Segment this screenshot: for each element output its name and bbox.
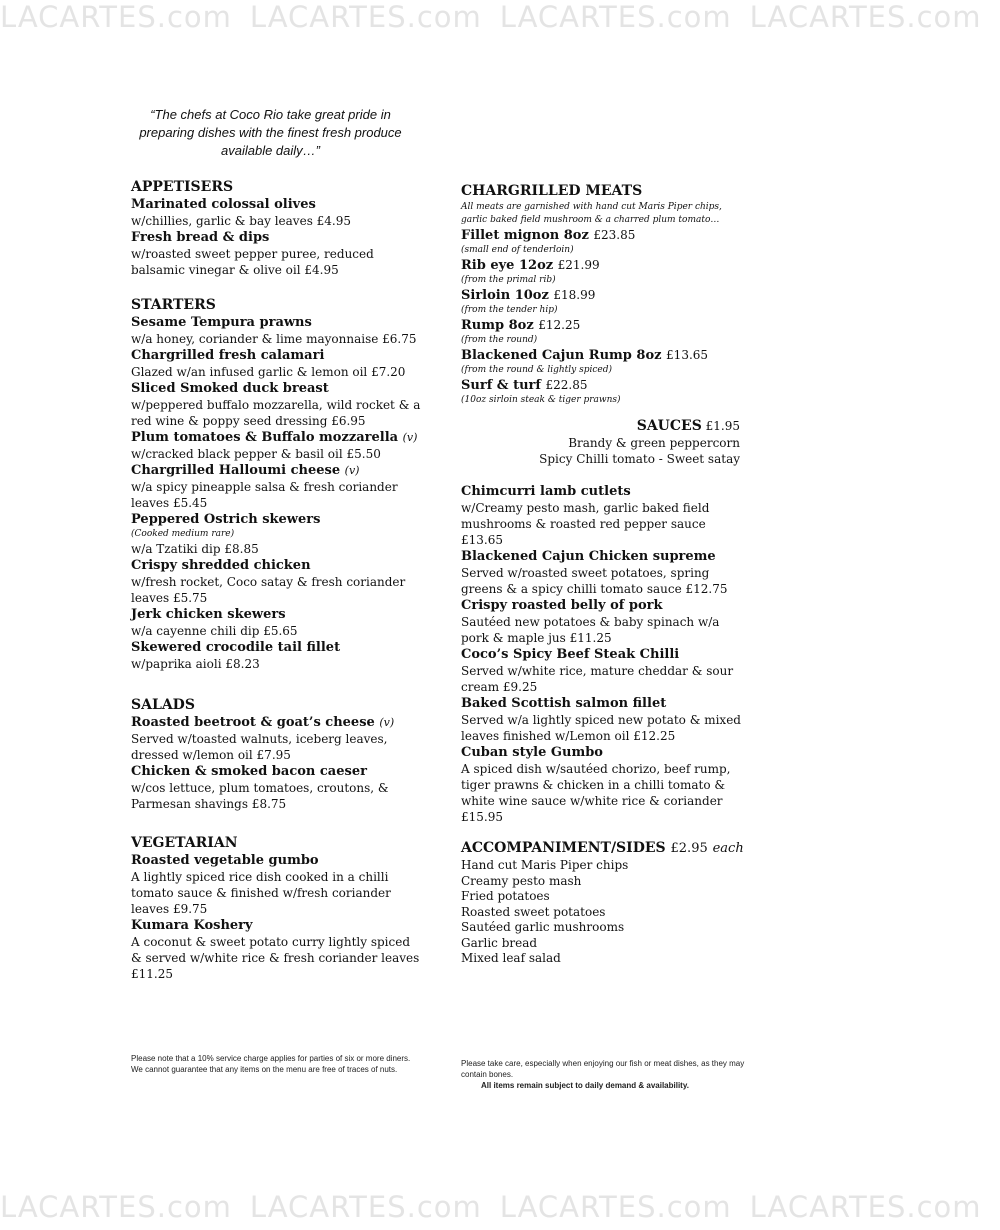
item-name: Sliced Smoked duck breast xyxy=(131,381,329,396)
item-name: Blackened Cajun Rump 8oz xyxy=(461,348,662,363)
item-desc: A coconut & sweet potato curry lightly spiced & served w/white rice & fresh coriander leaves £11.25 xyxy=(131,935,420,981)
side-item: Creamy pesto mash xyxy=(461,873,582,888)
item-name: Chimcurri lamb cutlets xyxy=(461,484,631,499)
item-desc: A spiced dish w/sautéed chorizo, beef rump, tiger prawns & chicken in a chilli tomato & white wine sauce w/white rice & coriander £15.95 xyxy=(461,762,731,824)
side-item: Roasted sweet potatoes xyxy=(461,904,606,919)
category-mains xyxy=(461,483,746,825)
item-name: Chargrilled fresh calamari xyxy=(131,348,325,363)
item-note: (from the tender hip) xyxy=(461,305,558,315)
footer-service-note: Please note that a 10% service charge applies for parties of six or more diners. We cannot guarantee that any items on the menu are free of traces of nuts. xyxy=(131,1054,411,1074)
item-price: £21.99 xyxy=(557,258,600,272)
menu-item xyxy=(131,852,421,917)
menu-item xyxy=(461,377,746,407)
footer-bones-note: Please take care, especially when enjoying our fish or meat dishes, as they may contain bones. xyxy=(461,1059,745,1079)
category-vegetarian xyxy=(131,834,421,982)
item-name: Roasted vegetable gumbo xyxy=(131,853,319,868)
item-desc: w/fresh rocket, Coco satay & fresh coriander leaves £5.75 xyxy=(131,575,406,605)
item-name: Crispy shredded chicken xyxy=(131,558,311,573)
side-item: Garlic bread xyxy=(461,935,538,950)
item-price: £13.65 xyxy=(666,348,709,362)
menu-item xyxy=(131,917,421,982)
category-title: CHARGRILLED MEATS xyxy=(461,183,643,199)
item-name-row xyxy=(131,429,421,446)
item-desc: Glazed w/an infused garlic & lemon oil £7.20 xyxy=(131,365,406,379)
vegetarian-mark: (v) xyxy=(344,464,360,477)
menu-item xyxy=(131,196,421,229)
menu-item xyxy=(131,511,421,557)
item-price: £18.99 xyxy=(553,288,596,302)
menu-item xyxy=(461,227,746,257)
item-name: Cuban style Gumbo xyxy=(461,745,603,760)
item-desc: w/cracked black pepper & basil oil £5.50 xyxy=(131,447,381,461)
item-desc: w/roasted sweet pepper puree, reduced balsamic vinegar & olive oil £4.95 xyxy=(131,247,374,277)
item-name: Surf & turf xyxy=(461,378,541,393)
sauce-line: Spicy Chilli tomato - Sweet satay xyxy=(539,452,740,466)
menu-item xyxy=(131,429,421,462)
menu-item xyxy=(131,462,421,511)
item-note: (from the round) xyxy=(461,335,538,345)
item-desc: w/a Tzatiki dip £8.85 xyxy=(131,542,259,556)
vegetarian-mark: (v) xyxy=(402,431,418,444)
sides-each: each xyxy=(712,841,744,856)
menu-item xyxy=(131,639,421,672)
right-column xyxy=(461,178,746,967)
item-name: Blackened Cajun Chicken supreme xyxy=(461,549,716,564)
item-desc: w/a spicy pineapple salsa & fresh coriander leaves £5.45 xyxy=(131,480,398,510)
menu-item xyxy=(461,483,746,548)
category-title: VEGETARIAN xyxy=(131,835,238,851)
vegetarian-mark: (v) xyxy=(379,716,395,729)
item-name-row xyxy=(131,714,421,731)
category-starters xyxy=(131,296,421,672)
item-name: Chargrilled Halloumi cheese xyxy=(131,463,341,478)
menu-item xyxy=(461,287,746,317)
item-price: £12.25 xyxy=(538,318,581,332)
category-title: SALADS xyxy=(131,697,195,713)
item-desc: w/cos lettuce, plum tomatoes, croutons, & Parmesan shavings £8.75 xyxy=(131,781,389,811)
category-title: APPETISERS xyxy=(131,179,234,195)
item-name: Peppered Ostrich skewers xyxy=(131,512,321,527)
item-desc: Served w/toasted walnuts, iceberg leaves, dressed w/lemon oil £7.95 xyxy=(131,732,388,762)
item-name-row xyxy=(461,257,746,274)
item-desc: w/a honey, coriander & lime mayonnaise £6.75 xyxy=(131,332,417,346)
intro-quote: “The chefs at Coco Rio take great pride in preparing dishes with the finest fresh produce available daily…” xyxy=(139,107,402,158)
item-name: Crispy roasted belly of pork xyxy=(461,598,663,613)
item-name: Plum tomatoes & Buffalo mozzarella xyxy=(131,430,399,445)
item-desc: w/a cayenne chili dip £5.65 xyxy=(131,624,298,638)
side-item: Sautéed garlic mushrooms xyxy=(461,920,625,934)
item-price: £23.85 xyxy=(593,228,636,242)
sauces-heading xyxy=(461,417,740,435)
item-name: Sirloin 10oz xyxy=(461,288,549,303)
menu-item xyxy=(461,317,746,347)
item-name: Roasted beetroot & goat’s cheese xyxy=(131,715,375,730)
side-item: Fried potatoes xyxy=(461,889,550,903)
item-name-row xyxy=(461,377,746,394)
sides-section xyxy=(461,839,746,967)
item-note: (small end of tenderloin) xyxy=(461,245,574,255)
menu-item xyxy=(131,763,421,812)
item-name-row xyxy=(461,317,746,334)
footer-availability-note: All items remain subject to daily demand & availability. xyxy=(481,1081,689,1090)
item-name: Rib eye 12oz xyxy=(461,258,554,273)
item-note: (Cooked medium rare) xyxy=(131,529,235,539)
menu-item xyxy=(131,314,421,347)
menu-item xyxy=(131,380,421,429)
menu-item xyxy=(131,606,421,639)
menu-item xyxy=(131,557,421,606)
item-desc: w/Creamy pesto mash, garlic baked field mushrooms & roasted red pepper sauce £13.65 xyxy=(461,501,710,547)
menu-item xyxy=(131,229,421,278)
category-appetisers xyxy=(131,178,421,278)
menu-item xyxy=(461,646,746,695)
item-name: Rump 8oz xyxy=(461,318,534,333)
watermark-top: LACARTES.com LACARTES.com LACARTES.com LACARTES.com xyxy=(0,0,982,34)
menu-item xyxy=(461,347,746,377)
item-name: Baked Scottish salmon fillet xyxy=(461,696,667,711)
menu-item xyxy=(131,714,421,763)
category-note: All meats are garnished with hand cut Maris Piper chips, garlic baked field mushroom & a charred plum tomato… xyxy=(461,202,722,225)
sauces-section xyxy=(461,417,740,467)
item-desc: Served w/white rice, mature cheddar & sour cream £9.25 xyxy=(461,664,734,694)
item-desc: Sautéed new potatoes & baby spinach w/a pork & maple jus £11.25 xyxy=(461,615,720,645)
item-note: (from the primal rib) xyxy=(461,275,556,285)
item-name-row xyxy=(461,227,746,244)
item-name: Coco’s Spicy Beef Steak Chilli xyxy=(461,647,680,662)
side-item: Mixed leaf salad xyxy=(461,951,561,965)
item-note: (from the round & lightly spiced) xyxy=(461,365,613,375)
item-desc: w/peppered buffalo mozzarella, wild rocket & a red wine & poppy seed dressing £6.95 xyxy=(131,398,421,428)
footer-allergy-note xyxy=(461,1058,751,1091)
item-note: (10oz sirloin steak & tiger prawns) xyxy=(461,395,621,405)
item-price: £22.85 xyxy=(545,378,588,392)
menu-item xyxy=(461,744,746,825)
item-name: Fresh bread & dips xyxy=(131,230,270,245)
item-name-row xyxy=(131,462,421,479)
item-name-row xyxy=(461,287,746,304)
menu-item xyxy=(461,548,746,597)
category-title: SAUCES xyxy=(636,418,702,434)
item-desc: w/chillies, garlic & bay leaves £4.95 xyxy=(131,214,352,228)
side-item: Hand cut Maris Piper chips xyxy=(461,858,629,872)
item-name: Sesame Tempura prawns xyxy=(131,315,312,330)
sides-heading xyxy=(461,839,746,858)
sides-price: £2.95 xyxy=(670,841,708,856)
menu-item xyxy=(461,597,746,646)
item-name: Jerk chicken skewers xyxy=(131,607,286,622)
watermark-bottom: LACARTES.com LACARTES.com LACARTES.com LACARTES.com xyxy=(0,1190,982,1224)
item-desc: A lightly spiced rice dish cooked in a chilli tomato sauce & finished w/fresh coriander leaves £9.75 xyxy=(131,870,391,916)
category-title: STARTERS xyxy=(131,297,216,313)
item-desc: w/paprika aioli £8.23 xyxy=(131,657,260,671)
menu-item xyxy=(461,257,746,287)
item-name: Chicken & smoked bacon caeser xyxy=(131,764,367,779)
left-column xyxy=(131,178,421,1000)
item-desc: Served w/a lightly spiced new potato & mixed leaves finished w/Lemon oil £12.25 xyxy=(461,713,741,743)
item-desc: Served w/roasted sweet potatoes, spring greens & a spicy chilli tomato sauce £12.75 xyxy=(461,566,728,596)
sauces-price: £1.95 xyxy=(705,419,740,433)
item-name: Kumara Koshery xyxy=(131,918,253,933)
category-chargrilled-meats xyxy=(461,182,746,407)
sauce-line: Brandy & green peppercorn xyxy=(568,436,740,450)
item-name: Skewered crocodile tail fillet xyxy=(131,640,341,655)
item-name: Marinated colossal olives xyxy=(131,197,316,212)
category-title: ACCOMPANIMENT/SIDES xyxy=(461,840,666,856)
menu-item xyxy=(131,347,421,380)
category-salads xyxy=(131,696,421,812)
menu-item xyxy=(461,695,746,744)
item-name: Fillet mignon 8oz xyxy=(461,228,589,243)
item-name-row xyxy=(461,347,746,364)
